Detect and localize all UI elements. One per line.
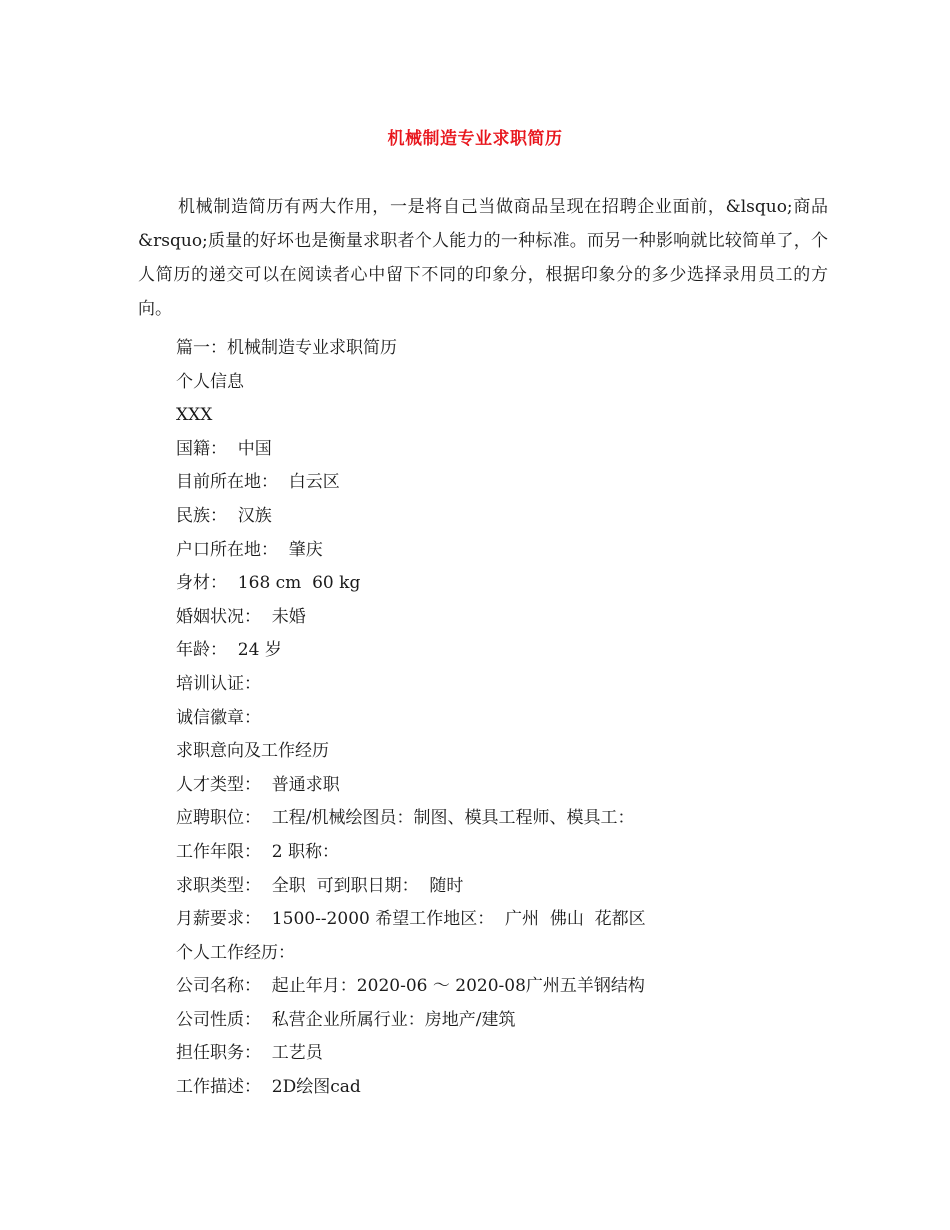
intro-paragraph: 机械制造简历有两大作用，一是将自己当做商品呈现在招聘企业面前，&lsquo;商品&rsquo;质量的好坏也是衡量求职者个人能力的一种标准。而另一种影响就比较简单了，个人简历的递交可以在阅读者心中留下不同的印象分，根据印象分的多少选择录用员工的方向。	[138, 197, 828, 319]
section-heading: 个人工作经历：	[176, 942, 295, 963]
resume-line: 应聘职位： 工程/机械绘图员：制图、模具工程师、模具工：	[176, 808, 635, 829]
resume-line: 年龄： 24 岁	[176, 640, 282, 661]
resume-line: XXX	[176, 405, 213, 426]
document-title: 机械制造专业求职简历	[387, 129, 563, 149]
resume-line: 身材： 168 cm 60 kg	[176, 573, 361, 594]
section-heading: 求职意向及工作经历	[176, 741, 329, 762]
resume-line: 国籍： 中国	[176, 438, 272, 459]
section-heading: 篇一：机械制造专业求职简历	[176, 338, 397, 358]
resume-line: 人才类型： 普通求职	[176, 774, 340, 795]
resume-line: 月薪要求： 1500--2000 希望工作地区： 广州 佛山 花都区	[176, 909, 646, 930]
resume-line: 工作描述： 2D绘图cad	[176, 1077, 361, 1098]
resume-line: 求职类型： 全职 可到职日期： 随时	[176, 875, 464, 896]
resume-line: 户口所在地： 肇庆	[176, 539, 323, 560]
resume-line: 培训认证：	[176, 673, 261, 694]
resume-line: 公司性质： 私营企业所属行业：房地产/建筑	[176, 1009, 516, 1030]
resume-line: 担任职务： 工艺员	[176, 1043, 323, 1064]
resume-line: 诚信徽章：	[176, 707, 261, 728]
resume-line: 工作年限： 2 职称：	[176, 841, 340, 862]
intro-paragraph-block	[138, 190, 828, 326]
resume-line: 目前所在地： 白云区	[176, 472, 340, 493]
resume-line: 民族： 汉族	[176, 505, 272, 526]
resume-line: 婚姻状况： 未婚	[176, 606, 306, 627]
resume-lines	[176, 332, 836, 1105]
resume-line: 公司名称： 起止年月：2020-06 ～ 2020-08广州五羊钢结构	[176, 976, 645, 997]
section-heading: 个人信息	[176, 371, 244, 392]
